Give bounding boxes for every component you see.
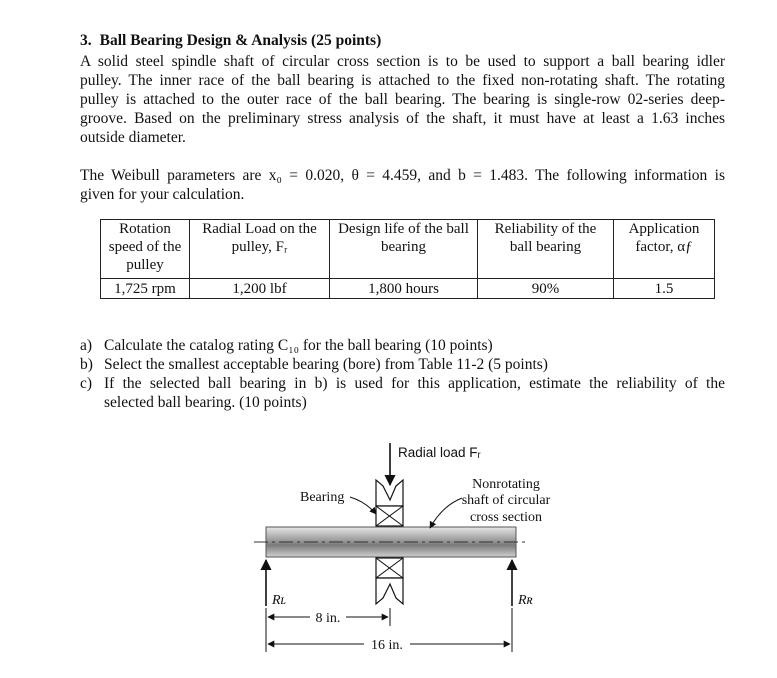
question-text: If the selected ball bearing in b) is used for this application, estimate the reliability of the (104, 375, 725, 392)
question-label: c) (80, 375, 93, 392)
description-line: outside diameter. (80, 129, 186, 146)
bearing-diagram (250, 436, 570, 658)
question-b (80, 355, 725, 374)
value-radial-load: 1,200 lbf (190, 279, 330, 299)
header-application-factor: Application factor, αƒ (614, 220, 715, 279)
radial-load-label: Radial load Fᵣ (398, 445, 481, 460)
question-label: a) (80, 337, 93, 354)
question-text: Calculate the catalog rating C₁₀ for the ball bearing (10 points) (104, 337, 493, 354)
description-line: A solid steel spindle shaft of circular cross section is to be used to support a ball bearing idler (80, 53, 725, 70)
bearing-leader (350, 497, 376, 514)
weibull-line: The Weibull parameters are x₀ = 0.020, θ = 4.459, and b = 1.483. The following information is (80, 167, 725, 184)
header-design-life: Design life of the ball bearing (330, 220, 478, 279)
pulley-bottom (376, 578, 403, 604)
description-line: pulley is attached to the outer race of the ball bearing. The bearing is single-row 02-series deep- (80, 91, 725, 108)
table-header-row (101, 220, 715, 279)
shaft-label-line: Nonrotating (472, 477, 540, 492)
question-text: selected ball bearing. (10 points) (104, 394, 307, 411)
question-text: Select the smallest acceptable bearing (bore) from Table 11-2 (5 points) (104, 356, 548, 373)
table-row (101, 279, 715, 299)
shaft-label-line: cross section (470, 510, 542, 525)
left-dimension-label: 8 in. (315, 611, 341, 626)
question-c (80, 374, 725, 412)
shaft-leader (430, 498, 462, 528)
value-reliability: 90% (478, 279, 614, 299)
header-rotation-speed: Rotation speed of the pulley (101, 220, 190, 279)
question-list (80, 336, 725, 412)
weibull-parameters (80, 166, 725, 204)
right-reaction-label: Rʀ (518, 593, 533, 608)
problem-heading: Ball Bearing Design & Analysis (25 points) (99, 32, 382, 49)
description-line: pulley. The inner race of the ball bearing is attached to the fixed non-rotating shaft. The rotating (80, 72, 725, 89)
question-label: b) (80, 356, 93, 373)
problem-title (80, 32, 381, 50)
left-reaction-label: Rʟ (272, 593, 287, 608)
description-line: groove. Based on the preliminary stress analysis of the shaft, it must have at least a 1.63 inches (80, 110, 725, 127)
weibull-line: given for your calculation. (80, 186, 245, 203)
problem-number: 3. (80, 32, 92, 49)
question-a (80, 336, 725, 355)
header-radial-load: Radial Load on the pulley, Fᵣ (190, 220, 330, 279)
parameters-table (100, 219, 715, 299)
value-application-factor: 1.5 (614, 279, 715, 299)
value-design-life: 1,800 hours (330, 279, 478, 299)
value-rotation-speed: 1,725 rpm (101, 279, 190, 299)
shaft-label-line: shaft of circular (461, 493, 551, 508)
bearing-label: Bearing (300, 490, 345, 505)
problem-description (80, 52, 725, 147)
total-dimension-label: 16 in. (371, 638, 403, 653)
header-reliability: Reliability of the ball bearing (478, 220, 614, 279)
